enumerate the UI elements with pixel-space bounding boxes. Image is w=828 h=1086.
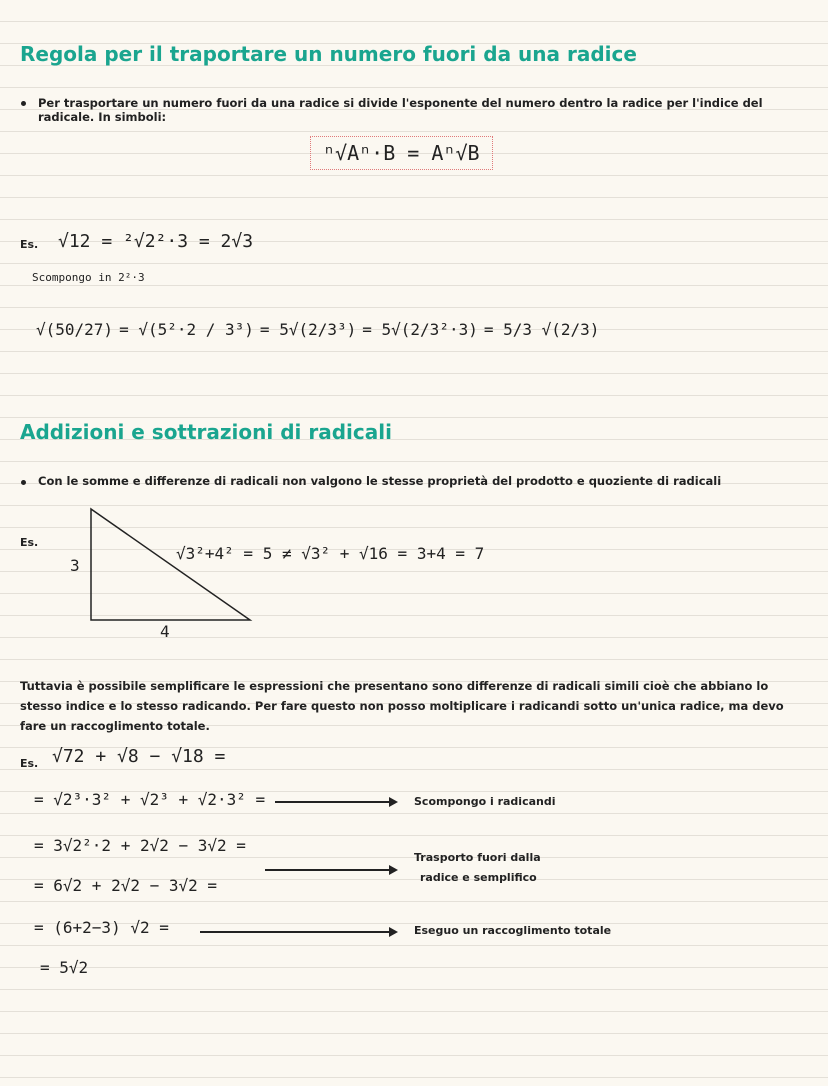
triangle-shape <box>91 509 250 620</box>
bullet-dot <box>21 101 26 106</box>
example-1-note: Scompongo in 2²·3 <box>32 271 145 284</box>
example-2-expression <box>36 320 599 339</box>
bullet-dot <box>21 480 26 485</box>
rule-formula: ⁿ√Aⁿ·B = Aⁿ√B <box>310 136 493 170</box>
example-2-part-1: √(50/27) <box>36 320 114 339</box>
example-2-part-2: = √(5²·2 / 3³) <box>119 320 254 339</box>
right-triangle-figure <box>88 506 258 626</box>
step-4: = 6√2 + 2√2 − 3√2 = <box>34 876 218 895</box>
example-label-1: Es. <box>20 238 39 251</box>
example-1-expression: √12 = ²√2²·3 = 2√3 <box>58 231 254 252</box>
arrow-head-2 <box>389 865 398 875</box>
note-3: Eseguo un raccoglimento totale <box>414 924 612 937</box>
step-6: = 5√2 <box>40 958 89 977</box>
triangle-side-vertical: 3 <box>70 556 80 575</box>
note-2-line-1: Trasporto fuori dalla <box>414 851 541 864</box>
example-2-part-3: = 5√(2/3³) <box>259 320 357 339</box>
bullet-text-1: Per trasportare un numero fuori da una radice si divide l'esponente del numero dentro la radice per l'indice del radicale. In simboli: <box>38 96 763 124</box>
step-1: √72 + √8 − √18 = <box>52 746 226 767</box>
step-3: = 3√2²·2 + 2√2 − 3√2 = <box>34 836 246 855</box>
steps-label: Es. <box>20 757 39 770</box>
section-title-2: Addizioni e sottrazioni di radicali <box>20 420 392 444</box>
arrow-line-2 <box>265 869 390 871</box>
step-2: = √2³·3² + √2³ + √2·3² = <box>34 790 266 809</box>
note-1: Scompongo i radicandi <box>414 795 556 808</box>
arrow-head-1 <box>389 797 398 807</box>
arrow-head-3 <box>389 927 398 937</box>
triangle-side-horizontal: 4 <box>160 622 170 641</box>
example-2-part-5: = 5/3 √(2/3) <box>483 320 600 339</box>
example-label-2: Es. <box>20 536 39 549</box>
arrow-line-3 <box>200 931 390 933</box>
note-2-line-2: radice e semplifico <box>420 871 537 884</box>
section-title-1: Regola per il traportare un numero fuori da una radice <box>20 42 637 66</box>
step-5: = (6+2−3) √2 = <box>34 918 169 937</box>
example-2-part-4: = 5√(2/3²·3) <box>362 320 478 339</box>
explanation-paragraph: Tuttavia è possibile semplificare le espressioni che presentano sono differenze di radicali simili cioè che abbiano lo stesso indice e lo stesso radicando. Per fare questo non posso moltiplicare i radicandi sotto un'unica radice, ma devo fare un raccoglimento totale. <box>20 679 784 733</box>
triangle-expression: √3²+4² = 5 ≠ √3² + √16 = 3+4 = 7 <box>176 544 485 563</box>
bullet-text-2: Con le somme e differenze di radicali non valgono le stesse proprietà del prodotto e quoziente di radicali <box>38 474 722 488</box>
arrow-line-1 <box>275 801 390 803</box>
